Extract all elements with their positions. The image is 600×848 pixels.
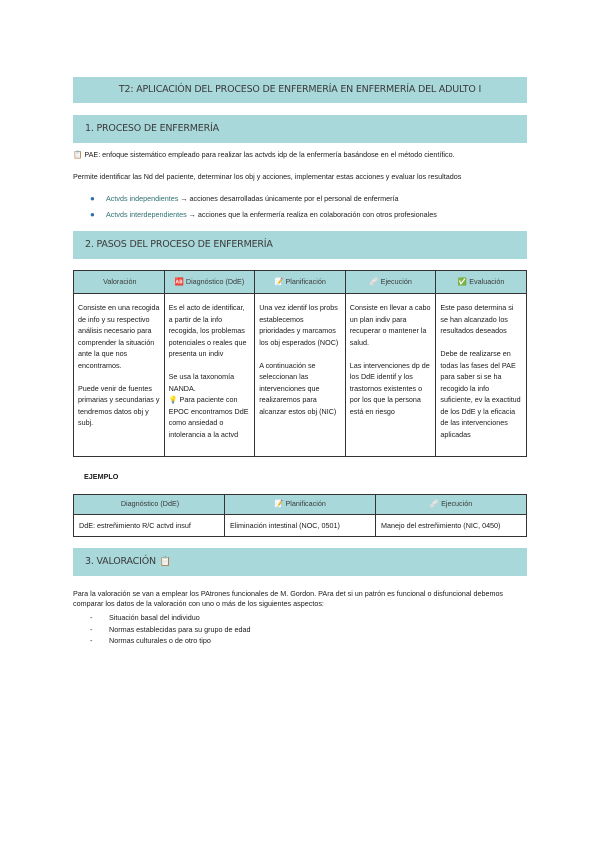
column-header-evaluacion: ✅ Evaluación — [436, 271, 527, 294]
bandage-icon: 🩹 — [429, 499, 440, 509]
bullet-term: Actvds interdependientes — [106, 209, 187, 219]
ejemplo-label: EJEMPLO — [84, 472, 119, 481]
column-header-planificacion: 📝 Planificación — [255, 271, 346, 294]
cell-ejecucion: Consiste en llevar a cabo un plan indiv para recuperar o mantener la salud. Las intervenciones dp de los DdE identif y los trastornos existentes o por los que la persona está en riesgo — [345, 294, 436, 457]
list-item: - Normas culturales o de otro tipo — [90, 636, 211, 646]
column-header-valoracion: Valoración — [74, 271, 165, 294]
list-item: - Normas establecidas para su grupo de edad — [90, 624, 251, 634]
section-1-header — [73, 115, 527, 143]
column-header-diagnostico: Diagnóstico (DdE) — [74, 495, 225, 515]
document-title: T2: APLICACIÓN DEL PROCESO DE ENFERMERÍA EN ENFERMERÍA DEL ADULTO I — [118, 83, 482, 95]
clipboard-icon: 📋 — [159, 556, 171, 567]
column-header-ejecucion: 🩹 Ejecución — [345, 271, 436, 294]
section-1-intro: Permite identificar las Nd del paciente, determinar los obj y acciones, implementar estas acciones y evaluar los resultados — [73, 172, 462, 181]
cell-planificacion: Una vez identif los probs establecemos prioridades y marcamos los obj esperados (NOC) A continuación se seleccionan las intervenciones que realizaremos para alcanzar estos obj (NIC) — [255, 294, 346, 457]
document-title-bar — [73, 77, 527, 103]
pae-text: PAE: enfoque sistemático empleado para realizar las actvds idp de la enfermería basándose en el método científico. — [84, 150, 455, 159]
cell-ejecucion: Manejo del estreñimiento (NIC, 0450) — [376, 515, 527, 537]
bullet-text: → acciones que la enfermería realiza en colaboración con otros profesionales — [186, 209, 437, 219]
list-item — [90, 194, 530, 205]
section-2-header — [73, 231, 527, 259]
bullet-term: Actvds independientes — [106, 194, 179, 203]
bullet-dot-icon: ● — [90, 194, 95, 203]
cell-diagnostico: DdE: estreñimiento R/C actvd insuf — [74, 515, 225, 537]
table-row — [74, 294, 527, 457]
bandage-icon: 🩹 — [369, 276, 379, 286]
column-header-diagnostico: 🆎 Diagnóstico (DdE) — [164, 271, 255, 294]
section-3-header — [73, 548, 527, 576]
pasos-table — [73, 270, 527, 457]
column-header-planificacion: 📝 Planificación — [225, 495, 376, 515]
table-header-row — [74, 271, 527, 294]
cell-planificacion: Eliminación intestinal (NOC, 0501) — [225, 515, 376, 537]
valoracion-aspects-list — [90, 613, 250, 648]
check-icon: ✅ — [457, 276, 468, 286]
cell-evaluacion: Este paso determina si se han alcanzado los resultados deseados Debe de realizarse en todas las fases del PAE para saber si se ha recogido la info suficiente, ev la exactitud de los DdE y la eficacia de las intervenciones aplicadas — [436, 294, 527, 457]
list-item: - Situación basal del individuo — [90, 613, 200, 622]
list-item — [90, 210, 530, 221]
ab-icon: 🆎 — [174, 276, 184, 286]
ejemplo-table — [73, 494, 527, 537]
section-3-intro: Para la valoración se van a emplear los PAtrones funcionales de M. Gordon. PAra det si un patrón es funcional o disfuncional debemos comparar los datos de la valoración con uno o más de los siguientes aspectos: — [73, 589, 504, 608]
memo-icon: 📝 — [274, 499, 284, 509]
table-row — [74, 515, 527, 537]
memo-icon: 📝 — [274, 276, 284, 286]
section-2-heading: 2. PASOS DEL PROCESO DE ENFERMERÍA — [85, 238, 273, 250]
pae-definition — [73, 150, 533, 160]
bullet-text: → acciones desarrolladas únicamente por el personal de enfermería — [178, 194, 399, 203]
cell-valoracion: Consiste en una recogida de info y su respectivo análisis necesario para comprender la situación ante la que nos encontramos. Puede venir de fuentes primarias y secundarias y tendremos datos obj y subj. — [74, 294, 165, 457]
clipboard-icon: 📋 — [73, 150, 83, 159]
section-3-heading: 3. VALORACIÓN — [85, 555, 156, 567]
activity-bullet-list — [90, 194, 530, 226]
section-1-heading: 1. PROCESO DE ENFERMERÍA — [85, 122, 219, 134]
table-header-row — [74, 495, 527, 515]
column-header-ejecucion: 🩹 Ejecución — [376, 495, 527, 515]
cell-diagnostico: Es el acto de identificar, a partir de la info recogida, los problemas potenciales o reales que presenta un indiv Se usa la taxonomía NANDA. 💡 Para paciente con EPOC encontramos DdE como ansiedad o intolerancia a la actvd — [164, 294, 255, 457]
bullet-dot-icon: ● — [90, 209, 95, 219]
